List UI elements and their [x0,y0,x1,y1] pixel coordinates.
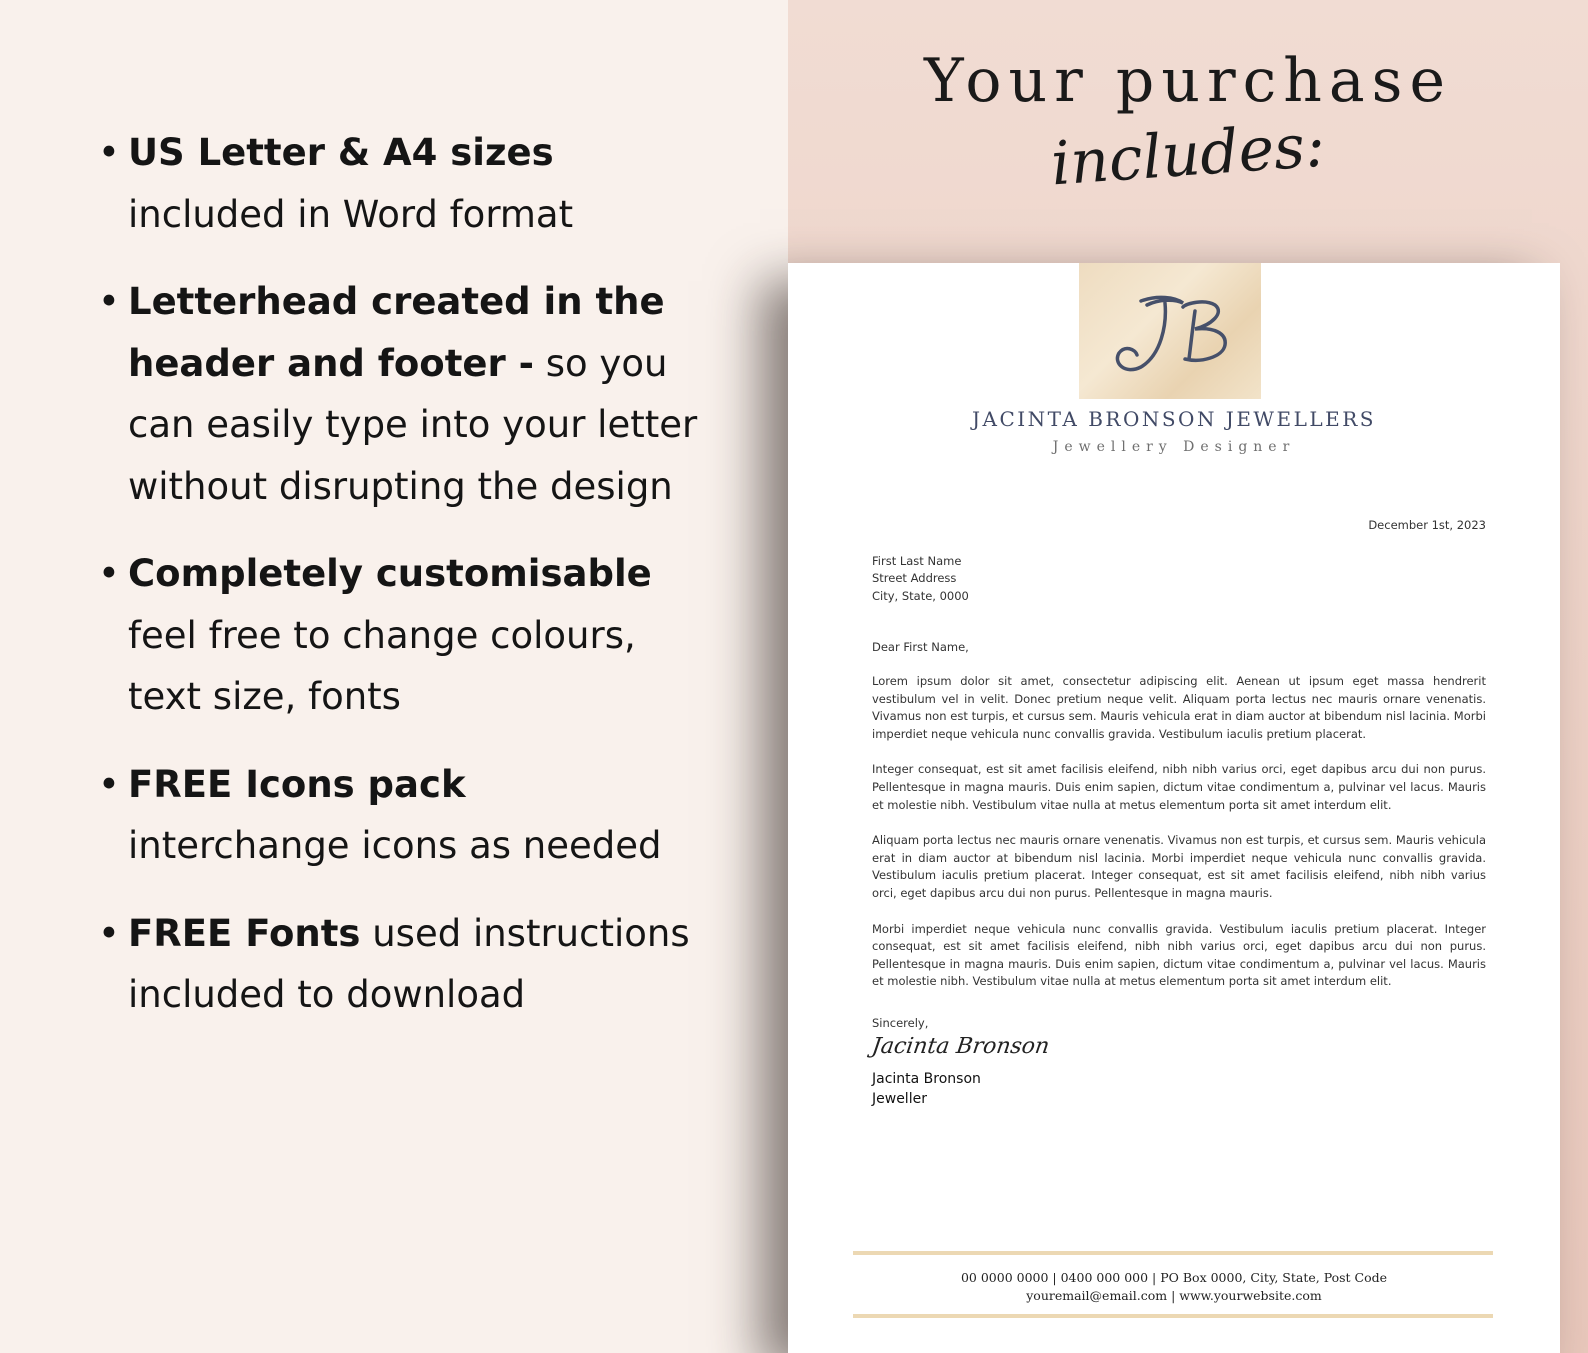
letter-footer [788,1269,1560,1305]
signer-name: Jacinta Bronson [872,1071,981,1088]
letter-closing: Sincerely, [872,1015,929,1030]
monogram-logo [1079,263,1261,399]
feature-description: can easily type into your letter [128,403,698,446]
letter-paragraph: Morbi imperdiet neque vehicula nunc convallis gravida. Vestibulum iaculis pretium placerat. Integer consequat, est sit amet facilisis eleifend, nibh nibh varius orci, eget dapibus arcu dui non purus. Pellentesque in magna mauris. Duis enim sapien, dictum vitae condimentum a, pulvinar vel lacus. Mauris et molestie nibh. Vestibulum vitae nulla at metus elementum porta sit amet interdum elit. [872,921,1486,989]
monogram-logo-svg [1079,263,1261,399]
footer-contact-line: 00 0000 0000 | 0400 000 000 | PO Box 0000, City, State, Post Code [960,1270,1388,1285]
letter-paragraph: Aliquam porta lectus nec mauris ornare venenatis. Vivamus non est turpis, et cursus sem. Mauris vehicula erat in diam auctor at bibendum nisl lacinia. Morbi imperdiet neque vehicula nunc convallis gravida. Vestibulum iaculis pretium placerat. Integer consequat, est sit amet facilisis eleifend, nibh nibh varius orci, eget dapibus arcu dui non purus. Pellentesque in magna mauris. [872,833,1486,900]
footer-rule-top [853,1251,1493,1255]
feature-heading: Completely customisable [128,552,652,595]
feature-item [98,122,738,245]
feature-heading: FREE Fonts [128,911,361,955]
feature-description: included in Word format [128,192,574,236]
bullet-icon: • [98,911,120,955]
feature-description: feel free to change colours, [128,613,636,657]
feature-description: included to download [128,973,526,1016]
feature-list [98,122,738,1052]
purchase-subtitle: includes: [1048,110,1328,200]
letter-date: December 1st, 2023 [1368,518,1486,532]
feature-heading: Letterhead created in the [128,280,665,323]
feature-description: interchange icons as needed [128,824,662,867]
company-tagline: Jewellery Designer [1052,439,1296,455]
features-panel [0,0,788,1353]
address-line: First Last Name [872,553,962,568]
address-line: Street Address [872,571,957,586]
feature-item: • Completely customisable feel free to change colours, text size, fonts [98,543,738,728]
letter-paragraph: Lorem ipsum dolor sit amet, consectetur adipiscing elit. Aenean ut ipsum eget massa hendrerit vestibulum vel in velit. Donec pretium neque velit. Aliquam porta lectus nec mauris ornare venenatis. Vivamus non est turpis, et cursus sem. Mauris vehicula erat in diam auctor at bibendum nisl lacinia. Morbi imperdiet neque vehicula nunc convallis gravida. Vestibulum iaculis pretium placerat. [872,673,1486,741]
feature-item: • Letterhead created in the header and footer - so you can easily type into your letter without disrupting the design [98,271,738,517]
feature-item [98,754,738,877]
signature: Jacinta Bronson [870,1034,1052,1060]
feature-heading: FREE Icons pack [128,762,466,806]
feature-heading: US Letter & A4 sizes [128,131,554,174]
signer-title: Jeweller [872,1090,927,1107]
bullet-icon: • [98,762,120,806]
salutation: Dear First Name, [872,640,969,655]
company-name: JACINTA BRONSON JEWELLERS [971,407,1376,431]
letter-body [872,517,1486,1108]
footer-rule-bottom [853,1314,1493,1318]
feature-item: • FREE Fonts used instructions included to download [98,903,738,1026]
purchase-title: Your purchase [924,46,1452,116]
footer-web-line: youremail@email.com | www.yourwebsite.com [1026,1288,1322,1303]
letter-preview [788,263,1560,1353]
recipient-address [872,553,1486,606]
letter-paragraph: Integer consequat, est sit amet facilisis eleifend, nibh nibh varius orci, eget dapibus arcu dui non purus. Pellentesque in magna mauris. Duis enim sapien, dictum vitae condimentum a, pulvinar vel lacus. Mauris et molestie nibh. Vestibulum vitae nulla at metus elementum porta sit amet interdum elit. [872,762,1486,812]
address-line: City, State, 0000 [872,588,969,603]
bullet-icon: • [98,280,120,323]
bullet-icon: • [98,131,120,174]
bullet-icon: • [98,552,120,595]
